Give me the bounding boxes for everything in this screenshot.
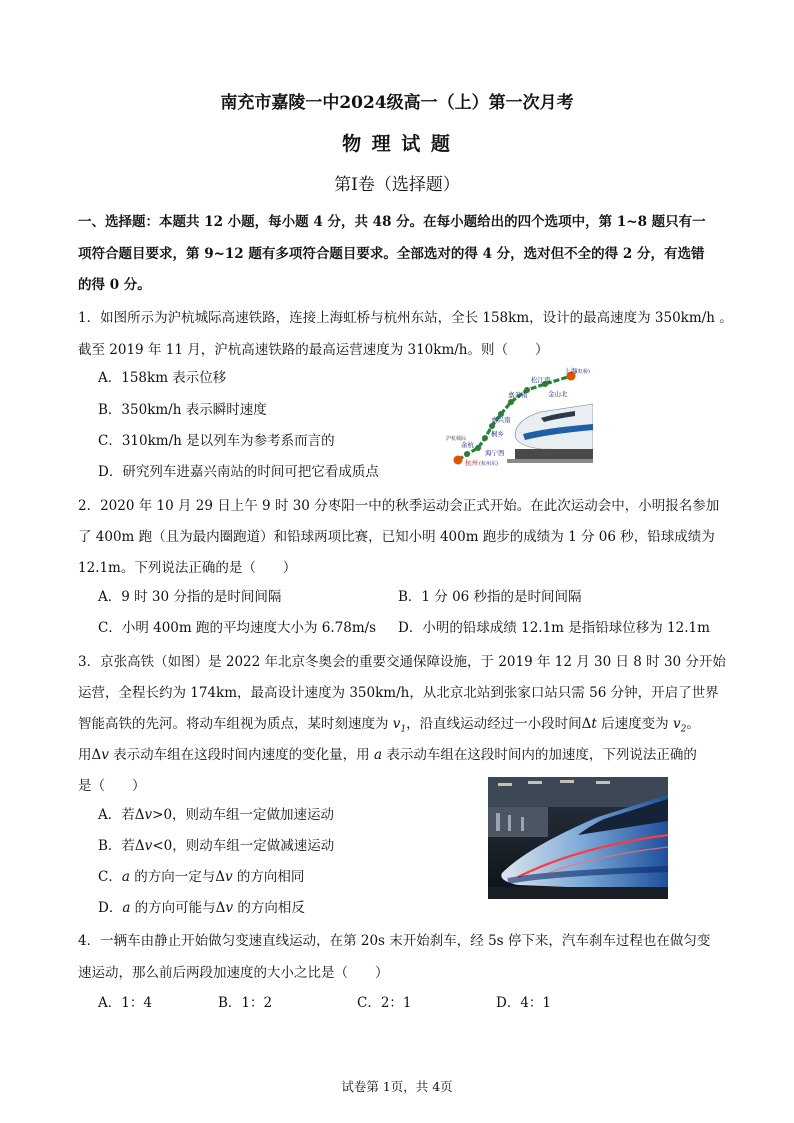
q2-option-d: D．小明的铅球成绩 12.1m 是指铅球位移为 12.1m	[398, 620, 710, 636]
q4-option-c: C．2：1	[357, 995, 412, 1011]
q1-stem-line-2: 截至 2019 年 11 月，沪杭高速铁路的最高运营速度为 310km/h。则（ ）	[78, 342, 549, 358]
q2-option-b: B．1 分 06 秒指的是时间间隔	[398, 589, 582, 605]
q1-option-c: C．310km/h 是以列车为参考系而言的	[98, 433, 335, 449]
q3-option-b: B．若Δv<0，则动车组一定做减速运动	[98, 838, 335, 854]
q4-stem-line-1: 4．一辆车由静止开始做匀变速直线运动，在第 20s 末开始刹车，经 5s 停下来，汽车刹车过程也在做匀变	[78, 933, 711, 949]
q4-option-b: B．1：2	[218, 995, 273, 1011]
q1-option-a: A．158km 表示位移	[98, 370, 227, 386]
q2-stem-line-1: 2．2020 年 10 月 29 日上午 9 时 30 分枣阳一中的秋季运动会正式开始。在此次运动会中，小明报名参加	[78, 498, 720, 514]
map-label-shanghai: 上海	[564, 367, 577, 375]
map-label-yuhang: 余杭	[461, 441, 474, 449]
page-footer: 试卷第 1页，共 4页	[341, 1079, 453, 1094]
q3-option-c: C．a 的方向一定与Δv 的方向相同	[98, 869, 305, 885]
q3-stem-line-3: 智能高铁的先河。将动车组视为质点，某时刻速度为 $v_1$，沿直线运动经过一小段时间Δt 后速度变为 $v_2$。	[78, 716, 700, 735]
map-label-route: 沪杭城际	[446, 436, 467, 442]
q3-option-d: D．a 的方向可能与Δv 的方向相反	[98, 900, 305, 916]
map-label-hangzhoudong: (杭州东)	[479, 461, 498, 467]
q1-option-d: D．研究列车进嘉兴南站的时间可把它看成质点	[98, 464, 379, 480]
volume-title: 第Ⅰ卷（选择题）	[334, 175, 460, 195]
q3-stem-line-2: 运营，全程长约为 174km，最高设计速度为 350km/h，从北京北站到张家口站只需 56 分钟，开启了世界	[78, 685, 719, 701]
q4-option-a: A．1：4	[98, 995, 152, 1011]
exam-title: 南充市嘉陵一中2024级高一（上）第一次月考	[220, 93, 574, 113]
q1-option-b: B．350km/h 表示瞬时速度	[98, 402, 267, 418]
rail-map-figure	[445, 364, 593, 467]
q3-option-a: A．若Δv>0，则动车组一定做加速运动	[98, 807, 335, 823]
instructions-line-1: 一、选择题：本题共 12 小题，每小题 4 分，共 48 分。在每小题给出的四个选项中，第 1~8 题只有一	[78, 214, 706, 230]
q1-stem-line-1: 1．如图所示为沪杭城际高速铁路，连接上海虹桥与杭州东站，全长 158km，设计的最高速度为 350km/h 。	[78, 310, 733, 326]
q2-stem-line-3: 12.1m。下列说法正确的是（ ）	[78, 560, 297, 576]
q4-stem-line-2: 速运动，那么前后两段加速度的大小之比是（ ）	[78, 965, 389, 981]
q2-option-c: C．小明 400m 跑的平均速度大小为 6.78m/s	[98, 620, 377, 636]
q3-stem-line-1: 3．京张高铁（如图）是 2022 年北京冬奥会的重要交通保障设施，于 2019 年 12 月 30 日 8 时 30 分开始	[78, 654, 726, 670]
map-label-hainingxi: 海宁西	[485, 449, 505, 457]
map-label-jinshanbei: 金山北	[548, 390, 568, 398]
instructions-line-3: 的得 0 分。	[78, 277, 151, 293]
q3-stem-line-5: 是（ ）	[78, 778, 146, 794]
map-label-jiashannan: 嘉善南	[508, 391, 528, 399]
q3-stem-line-4: 用Δv 表示动车组在这段时间内速度的变化量，用 a 表示动车组在这段时间内的加速度，下列说法正确的	[78, 747, 697, 763]
map-label-songjiangnan: 松江南	[531, 376, 551, 384]
high-speed-train-photo	[488, 777, 668, 899]
map-label-hangzhou: 杭州	[465, 459, 478, 467]
q2-stem-line-2: 了 400m 跑（且为最内圈跑道）和铅球两项比赛，已知小明 400m 跑步的成绩为 1 分 06 秒，铅球成绩为	[78, 529, 715, 545]
map-label-tongxiang: 桐乡	[491, 430, 504, 438]
map-label-jiaxingnan: 嘉兴南	[491, 416, 511, 424]
subject-title: 物 理 试 题	[342, 133, 452, 155]
instructions-line-2: 项符合题目要求，第 9~12 题有多项符合题目要求。全部选对的得 4 分，选对但不全的得 2 分，有选错	[78, 246, 705, 262]
map-label-hongqiao: (虹桥)	[576, 369, 590, 375]
q2-option-a: A．9 时 30 分指的是时间间隔	[98, 589, 282, 605]
q4-option-d: D．4：1	[496, 995, 552, 1011]
